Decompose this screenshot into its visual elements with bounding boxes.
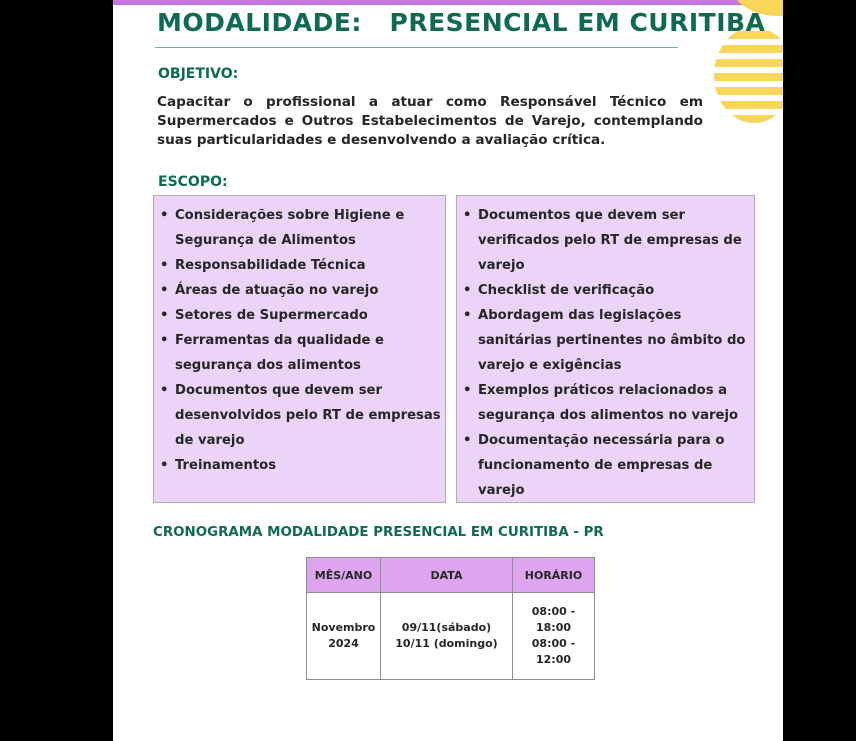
escopo-left-box	[153, 195, 446, 503]
top-accent-bar	[113, 0, 783, 5]
list-item: • Setores de Supermercado	[154, 303, 445, 328]
escopo-heading: ESCOPO:	[158, 174, 228, 190]
list-item: • Checklist de verificação	[457, 278, 754, 303]
list-item: • Documentação necessária para o funcionamento de empresas de varejo	[457, 428, 754, 503]
cell-data	[381, 593, 513, 680]
objetivo-text: Capacitar o profissional a atuar como Responsável Técnico em Supermercados e Outros Estabelecimentos de Varejo, contemplando suas particularidades e desenvolvendo a avaliação crítica.	[157, 94, 703, 148]
document-page	[113, 0, 783, 741]
date-1: 09/11(sábado)	[401, 621, 492, 634]
schedule-table	[306, 557, 595, 680]
list-item: • Considerações sobre Higiene e Segurança de Alimentos	[154, 203, 445, 253]
list-item: • Documentos que devem ser verificados pelo RT de empresas de varejo	[457, 203, 754, 278]
list-item: • Ferramentas da qualidade e segurança dos alimentos	[154, 328, 445, 378]
decorative-striped-sun	[714, 27, 783, 123]
list-item: • Responsabilidade Técnica	[154, 253, 445, 278]
column-header-mes-ano: MÊS/ANO	[307, 558, 381, 593]
page-title: MODALIDADE: PRESENCIAL EM CURITIBA	[157, 8, 766, 37]
cell-horario	[513, 593, 595, 680]
objetivo-heading: OBJETIVO:	[158, 66, 239, 82]
ano-text: 2024	[328, 637, 359, 650]
column-header-horario: HORÁRIO	[513, 558, 595, 593]
time-2: 08:00 - 12:00	[531, 637, 576, 666]
list-item: • Exemplos práticos relacionados a segurança dos alimentos no varejo	[457, 378, 754, 428]
list-item: • Documentos que devem ser desenvolvidos pelo RT de empresas de varejo	[154, 378, 445, 453]
list-item: • Abordagem das legislações sanitárias pertinentes no âmbito do varejo e exigências	[457, 303, 754, 378]
list-item: • Treinamentos	[154, 453, 445, 478]
cell-mes-ano	[307, 593, 381, 680]
title-divider	[155, 47, 678, 48]
column-header-data: DATA	[381, 558, 513, 593]
escopo-right-box	[456, 195, 755, 503]
list-item: • Áreas de atuação no varejo	[154, 278, 445, 303]
cronograma-heading: CRONOGRAMA MODALIDADE PRESENCIAL EM CURITIBA - PR	[153, 525, 604, 540]
table-row	[307, 593, 595, 680]
date-2: 10/11 (domingo)	[395, 637, 498, 650]
time-1: 08:00 - 18:00	[531, 605, 576, 634]
mes-text: Novembro	[311, 621, 376, 634]
